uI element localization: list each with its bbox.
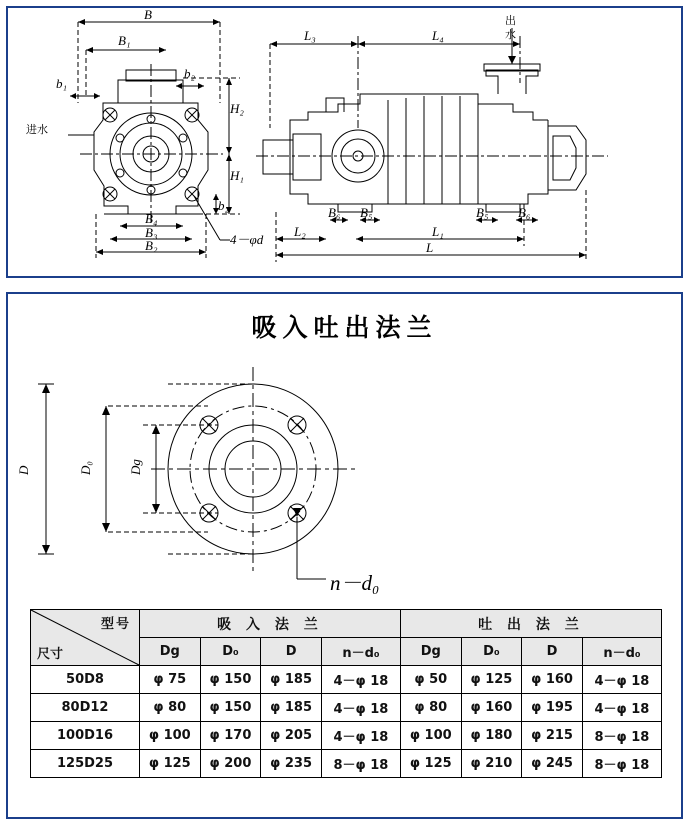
flange-section-title: 吸入吐出法兰: [251, 313, 438, 342]
outlet-label-line1: 出: [505, 14, 516, 27]
hole-count-label: n－d₀: [330, 571, 380, 595]
dim-label-Dg: Dg: [128, 459, 143, 475]
dim-label-B4: B₄: [145, 211, 158, 226]
table-cell: φ 80: [140, 694, 201, 722]
table-group-header-suction: 吸 入 法 兰: [140, 610, 401, 638]
table-subheader-discharge-d0: D₀: [461, 638, 522, 666]
dim-label-L: L: [426, 240, 434, 255]
flange-spec-table: [30, 609, 662, 778]
table-cell: φ 50: [400, 666, 461, 694]
table-cell: φ 100: [140, 722, 201, 750]
hole-note-label: 4－φd: [230, 232, 264, 247]
dim-label-L1: L₁: [432, 224, 444, 239]
table-row: [31, 750, 662, 778]
dim-label-B: B: [144, 8, 152, 22]
corner-model-label: 型号: [100, 617, 131, 632]
table-cell: φ 195: [522, 694, 583, 722]
table-cell-model: 100D16: [31, 722, 140, 750]
table-cell: φ 150: [200, 694, 261, 722]
table-row: [31, 722, 662, 750]
dim-label-B1: B₁: [118, 33, 131, 48]
table-cell: φ 210: [461, 750, 522, 778]
table-subheader-suction-dg: Dg: [140, 638, 201, 666]
table-cell: φ 185: [261, 666, 322, 694]
table-group-header-discharge: 吐 出 法 兰: [400, 610, 661, 638]
table-cell-model: 80D12: [31, 694, 140, 722]
flange-drawing-svg: [8, 349, 685, 609]
dim-label-L4: L₄: [432, 28, 444, 43]
flange-panel: [6, 292, 683, 819]
table-cell: φ 170: [200, 722, 261, 750]
dim-label-B2: B₂: [145, 238, 158, 253]
table-cell: 4－φ 18: [582, 694, 661, 722]
dim-label-H2: H₂: [230, 101, 244, 116]
dim-label-L3: L₃: [304, 28, 316, 43]
dim-label-B5-right: B₅: [476, 205, 489, 220]
table-subheader-suction-d: D: [261, 638, 322, 666]
corner-size-label: 尺寸: [37, 647, 64, 662]
dim-label-B6-left: B₆: [328, 205, 341, 220]
dim-label-b1: b₁: [56, 76, 68, 91]
outlet-label-line2: 水: [505, 28, 516, 41]
inlet-label: 进水: [26, 123, 48, 136]
table-subheader-suction-nd0: n－d₀: [321, 638, 400, 666]
table-cell: φ 235: [261, 750, 322, 778]
table-cell: 4－φ 18: [321, 666, 400, 694]
table-cell: φ 160: [522, 666, 583, 694]
table-cell: φ 75: [140, 666, 201, 694]
table-cell: φ 180: [461, 722, 522, 750]
dim-label-B3: B₃: [145, 225, 158, 240]
table-cell: φ 205: [261, 722, 322, 750]
table-subheader-discharge-d: D: [522, 638, 583, 666]
table-cell: φ 160: [461, 694, 522, 722]
table-cell-model: 125D25: [31, 750, 140, 778]
table-cell: φ 185: [261, 694, 322, 722]
pump-dimension-svg: [8, 8, 681, 276]
table-cell: 4－φ 18: [321, 722, 400, 750]
table-subheader-discharge-dg: Dg: [400, 638, 461, 666]
table-row: [31, 666, 662, 694]
table-subheader-discharge-nd0: n－d₀: [582, 638, 661, 666]
dim-label-b2-bottom: b₂: [218, 198, 230, 213]
dim-label-b2-top: b₂: [184, 66, 196, 81]
dim-label-H1: H₁: [230, 168, 244, 183]
table-subheader-suction-d0: D₀: [200, 638, 261, 666]
table-cell: φ 125: [140, 750, 201, 778]
table-cell: 8－φ 18: [582, 722, 661, 750]
table-header-row-groups: [31, 610, 662, 638]
table-cell: φ 125: [461, 666, 522, 694]
dim-label-L2: L₂: [294, 224, 306, 239]
table-cell: φ 215: [522, 722, 583, 750]
table-cell: 8－φ 18: [582, 750, 661, 778]
dim-label-D: D: [16, 465, 31, 475]
table-cell: φ 125: [400, 750, 461, 778]
pump-dimension-drawing-panel: [6, 6, 683, 278]
table-cell: φ 150: [200, 666, 261, 694]
dim-label-D0: D₀: [78, 461, 93, 475]
table-cell: φ 80: [400, 694, 461, 722]
table-cell: 4－φ 18: [321, 694, 400, 722]
table-cell: φ 100: [400, 722, 461, 750]
dim-label-B6-right: B₆: [518, 205, 531, 220]
table-corner-cell: [31, 610, 140, 666]
table-row: [31, 694, 662, 722]
table-cell-model: 50D8: [31, 666, 140, 694]
table-cell: 8－φ 18: [321, 750, 400, 778]
table-cell: 4－φ 18: [582, 666, 661, 694]
dim-label-B5-left: B₅: [360, 205, 373, 220]
table-cell: φ 200: [200, 750, 261, 778]
table-cell: φ 245: [522, 750, 583, 778]
